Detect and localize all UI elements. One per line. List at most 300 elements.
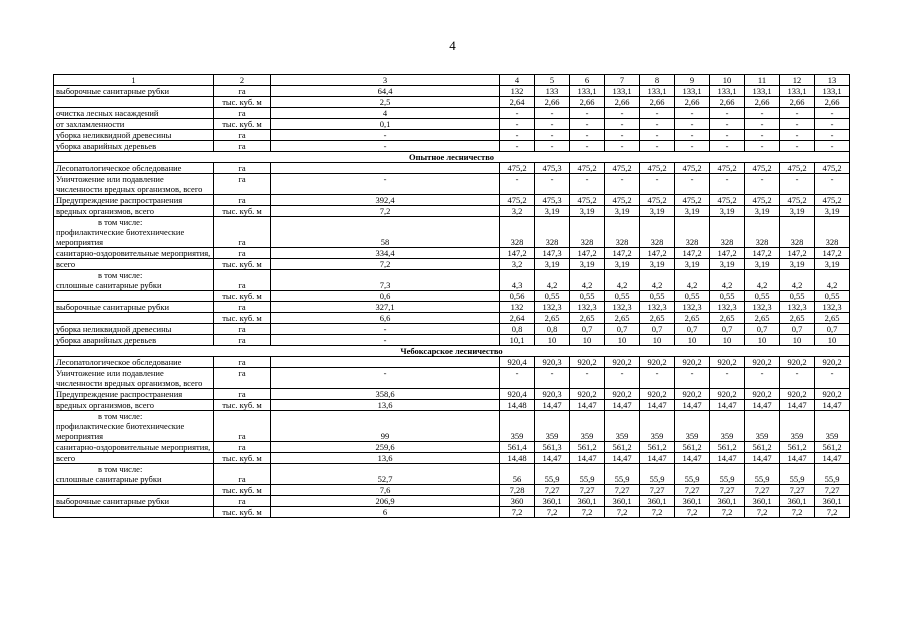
unit-cell: га [214,163,271,174]
value-cell: 3,2 [500,206,535,217]
table-row [54,97,850,108]
value-cell: 920,2 [570,357,605,368]
unit-cell: га [214,86,271,97]
value-cell: 14,47 [780,453,815,464]
value-cell: 0,55 [710,291,745,302]
value-cell: 7,2 [710,507,745,518]
unit-cell: га [214,442,271,453]
value-cell: 14,47 [675,400,710,411]
section-header-row [54,346,850,357]
value-cell: 561,2 [745,442,780,453]
row-label-text: сплошные санитарные рубки [56,474,162,484]
value-cell: 360,1 [710,496,745,507]
value-cell: 132,3 [605,302,640,313]
value-cell: 56 [500,464,535,485]
table-row [54,357,850,368]
row-label [54,411,214,442]
table-row [54,174,850,195]
value-cell: - [535,108,570,119]
value-cell: 7,27 [640,485,675,496]
value-cell: 3,19 [605,206,640,217]
value-cell: 133,1 [605,86,640,97]
value-cell: 920,2 [570,389,605,400]
value-cell: 359 [815,411,850,442]
table-row [54,206,850,217]
value-cell: 147,2 [640,248,675,259]
value-cell: 7,2 [570,507,605,518]
value-cell: 259,6 [271,442,500,453]
value-cell: 14,47 [640,453,675,464]
value-cell: 2,66 [745,97,780,108]
value-cell: 328 [745,217,780,248]
value-cell: 13,6 [271,453,500,464]
value-cell: 2,66 [640,97,675,108]
value-cell: 3,19 [710,259,745,270]
value-cell: 475,3 [535,163,570,174]
value-cell: 132,3 [675,302,710,313]
value-cell: 3,2 [500,259,535,270]
value-cell: - [710,368,745,389]
value-cell: - [745,108,780,119]
value-cell: 147,2 [710,248,745,259]
value-cell: 14,47 [570,453,605,464]
value-cell: 55,9 [605,464,640,485]
value-cell: 328 [780,217,815,248]
value-cell: 133,1 [710,86,745,97]
value-cell: - [710,130,745,141]
value-cell: 360 [500,496,535,507]
value-cell: 7,6 [271,485,500,496]
value-cell: 14,47 [780,400,815,411]
value-cell: - [640,130,675,141]
value-cell: 0,55 [745,291,780,302]
value-cell: 4,2 [710,270,745,291]
value-cell: - [640,141,675,152]
unit-cell: га [214,389,271,400]
value-cell: 0,7 [570,324,605,335]
row-label: выборочные санитарные рубки [54,302,214,313]
value-cell: 920,2 [640,389,675,400]
value-cell: 359 [535,411,570,442]
value-cell: 14,47 [745,453,780,464]
unit-cell: га [214,368,271,389]
value-cell: 132 [500,86,535,97]
value-cell: 2,66 [710,97,745,108]
value-cell: 4,2 [535,270,570,291]
value-cell: - [271,335,500,346]
table-row [54,496,850,507]
table-row [54,313,850,324]
value-cell: 147,2 [605,248,640,259]
value-cell: 147,2 [675,248,710,259]
table-row [54,400,850,411]
value-cell: 0,55 [605,291,640,302]
unit-cell: га [214,174,271,195]
table-row [54,141,850,152]
value-cell: 327,1 [271,302,500,313]
value-cell: 7,28 [500,485,535,496]
value-cell: 920,2 [780,389,815,400]
row-label: Предупреждение распространения [54,195,214,206]
value-cell: 3,19 [675,206,710,217]
value-cell: 3,19 [605,259,640,270]
value-cell: 10 [570,335,605,346]
row-label [54,464,214,485]
value-cell: 2,65 [815,313,850,324]
value-cell: 2,65 [605,313,640,324]
unit-cell: тыс. куб. м [214,291,271,302]
value-cell: 7,2 [535,507,570,518]
table-row [54,411,850,442]
unit-cell: га [214,217,271,248]
value-cell: 0,7 [780,324,815,335]
value-cell: 360,1 [640,496,675,507]
value-cell: - [780,119,815,130]
value-cell: - [780,141,815,152]
value-cell: 7,27 [745,485,780,496]
value-cell: - [271,174,500,195]
value-cell: 2,65 [745,313,780,324]
value-cell: 475,3 [535,195,570,206]
table-row [54,302,850,313]
unit-cell: га [214,248,271,259]
value-cell: 359 [570,411,605,442]
row-label: от захламленности [54,119,214,130]
value-cell: 2,65 [535,313,570,324]
value-cell: 55,9 [745,464,780,485]
column-number-header: 8 [640,75,675,86]
value-cell: 7,2 [675,507,710,518]
value-cell: 4,2 [745,270,780,291]
value-cell: 2,65 [710,313,745,324]
value-cell: 561,2 [710,442,745,453]
value-cell: - [675,174,710,195]
value-cell: - [640,368,675,389]
value-cell: 475,2 [745,195,780,206]
value-cell: 14,47 [815,400,850,411]
value-cell: 0,1 [271,119,500,130]
value-cell: 561,2 [675,442,710,453]
value-cell: 3,19 [535,206,570,217]
value-cell: 14,47 [605,453,640,464]
value-cell: 920,2 [710,357,745,368]
value-cell: 3,19 [570,206,605,217]
header-row [54,75,850,86]
column-number-header: 2 [214,75,271,86]
value-cell: 2,66 [675,97,710,108]
forest-protection-table [53,74,850,518]
value-cell: 55,9 [780,464,815,485]
row-label: всего [54,453,214,464]
value-cell: 920,2 [780,357,815,368]
value-cell: 3,19 [710,206,745,217]
value-cell: 328 [640,217,675,248]
value-cell: 3,19 [780,259,815,270]
value-cell: 359 [640,411,675,442]
value-cell: 14,47 [570,400,605,411]
table-row [54,453,850,464]
row-label [54,485,214,496]
value-cell: 55,9 [535,464,570,485]
value-cell: 3,19 [815,206,850,217]
unit-cell: тыс. куб. м [214,97,271,108]
value-cell: - [710,108,745,119]
row-label: Уничтожение или подавление численности вредных организмов, всего [54,174,214,195]
value-cell: 0,55 [675,291,710,302]
table-row [54,259,850,270]
value-cell: 920,2 [815,389,850,400]
value-cell: 359 [745,411,780,442]
value-cell: - [675,108,710,119]
value-cell: 10 [745,335,780,346]
value-cell: 561,2 [570,442,605,453]
value-cell: - [745,141,780,152]
value-cell: 475,2 [815,163,850,174]
unit-cell: тыс. куб. м [214,206,271,217]
row-label: Предупреждение распространения [54,389,214,400]
value-cell: 920,2 [745,389,780,400]
value-cell: 10 [675,335,710,346]
table-row [54,217,850,248]
table-row [54,507,850,518]
value-cell: 475,2 [500,163,535,174]
section-header-row [54,152,850,163]
value-cell: - [815,119,850,130]
value-cell: - [271,130,500,141]
row-label-prefix: в том числе: [98,217,143,227]
value-cell: 0,55 [535,291,570,302]
unit-cell: га [214,411,271,442]
value-cell: 55,9 [570,464,605,485]
value-cell: - [815,368,850,389]
value-cell: 475,2 [640,195,675,206]
value-cell: - [570,174,605,195]
value-cell: - [500,141,535,152]
value-cell: 328 [710,217,745,248]
value-cell: 475,2 [815,195,850,206]
row-label [54,291,214,302]
unit-cell: га [214,496,271,507]
table-row [54,270,850,291]
value-cell: - [675,368,710,389]
value-cell: - [605,368,640,389]
column-number-header: 11 [745,75,780,86]
value-cell: 132,3 [535,302,570,313]
value-cell: - [710,141,745,152]
value-cell: 920,2 [605,389,640,400]
value-cell: 0,7 [605,324,640,335]
value-cell: - [535,174,570,195]
value-cell: 132,3 [570,302,605,313]
value-cell: 475,2 [710,163,745,174]
value-cell: 55,9 [815,464,850,485]
value-cell: 475,2 [605,195,640,206]
value-cell: 360,1 [675,496,710,507]
value-cell: 0,7 [710,324,745,335]
value-cell: - [745,130,780,141]
value-cell: 133,1 [675,86,710,97]
value-cell: 52,7 [271,464,500,485]
section-title: Чебоксарское лесничество [54,346,850,357]
table-row [54,335,850,346]
value-cell: 0,8 [535,324,570,335]
row-label: вредных организмов, всего [54,206,214,217]
value-cell: 2,65 [780,313,815,324]
value-cell: 475,2 [640,163,675,174]
table-row [54,195,850,206]
table-row [54,368,850,389]
value-cell: 14,47 [710,400,745,411]
value-cell: - [605,174,640,195]
row-label: всего [54,259,214,270]
value-cell: 7,27 [535,485,570,496]
column-number-header: 3 [271,75,500,86]
value-cell: 7,2 [815,507,850,518]
value-cell: 475,2 [780,195,815,206]
row-label: выборочные санитарные рубки [54,86,214,97]
value-cell: 2,66 [535,97,570,108]
column-number-header: 4 [500,75,535,86]
row-label [54,313,214,324]
value-cell: 132 [500,302,535,313]
value-cell: 360,1 [815,496,850,507]
value-cell: 55,9 [675,464,710,485]
row-label: выборочные санитарные рубки [54,496,214,507]
value-cell: - [605,141,640,152]
value-cell: 64,4 [271,86,500,97]
value-cell: 3,19 [640,206,675,217]
value-cell: 0,7 [675,324,710,335]
value-cell: - [570,368,605,389]
value-cell: 920,2 [745,357,780,368]
value-cell: 3,19 [780,206,815,217]
value-cell: 14,48 [500,453,535,464]
unit-cell: га [214,195,271,206]
table-row [54,163,850,174]
value-cell: 561,2 [605,442,640,453]
value-cell: 3,19 [745,206,780,217]
column-number-header: 6 [570,75,605,86]
row-label [54,507,214,518]
value-cell [271,163,500,174]
value-cell: 4,2 [815,270,850,291]
value-cell: 14,47 [535,453,570,464]
value-cell: - [675,119,710,130]
value-cell: 328 [500,217,535,248]
value-cell: 14,47 [640,400,675,411]
value-cell: 7,2 [605,507,640,518]
value-cell: 3,19 [675,259,710,270]
value-cell: 10 [780,335,815,346]
value-cell: 392,4 [271,195,500,206]
value-cell: 4,2 [675,270,710,291]
value-cell: - [500,130,535,141]
value-cell: 7,27 [815,485,850,496]
value-cell: 13,6 [271,400,500,411]
value-cell: 475,2 [570,163,605,174]
value-cell: 3,19 [640,259,675,270]
value-cell: 10 [640,335,675,346]
row-label-text: профилактические биотехнические мероприятия [56,421,185,441]
value-cell: 475,2 [745,163,780,174]
value-cell: 360,1 [535,496,570,507]
unit-cell: га [214,464,271,485]
row-label: уборка аварийных деревьев [54,141,214,152]
value-cell: 920,3 [535,357,570,368]
unit-cell: га [214,141,271,152]
value-cell: 7,2 [640,507,675,518]
value-cell: 14,47 [710,453,745,464]
value-cell: - [500,174,535,195]
value-cell: - [535,130,570,141]
value-cell: - [815,130,850,141]
value-cell: 561,2 [780,442,815,453]
row-label: Лесопатологическое обследование [54,163,214,174]
value-cell: 3,19 [815,259,850,270]
value-cell: 3,19 [570,259,605,270]
value-cell: 475,2 [605,163,640,174]
value-cell: - [605,119,640,130]
unit-cell: тыс. куб. м [214,485,271,496]
value-cell: 0,55 [815,291,850,302]
row-label-text: профилактические биотехнические мероприятия [56,227,185,247]
value-cell: 7,27 [780,485,815,496]
unit-cell: га [214,108,271,119]
value-cell: 561,4 [500,442,535,453]
row-label: уборка аварийных деревьев [54,335,214,346]
value-cell: 55,9 [640,464,675,485]
value-cell: - [605,130,640,141]
value-cell: 360,1 [780,496,815,507]
value-cell: - [535,119,570,130]
value-cell: 7,2 [271,206,500,217]
value-cell: 58 [271,217,500,248]
value-cell: - [815,174,850,195]
row-label: Уничтожение или подавление численности вредных организмов, всего [54,368,214,389]
value-cell: 360,1 [745,496,780,507]
value-cell: - [815,141,850,152]
value-cell: 6 [271,507,500,518]
row-label-text: сплошные санитарные рубки [56,280,162,290]
value-cell: 920,2 [675,357,710,368]
value-cell: 475,2 [570,195,605,206]
value-cell: 7,2 [500,507,535,518]
value-cell: - [570,119,605,130]
value-cell: 475,2 [710,195,745,206]
value-cell: 6,6 [271,313,500,324]
value-cell: 920,2 [815,357,850,368]
value-cell: 147,2 [745,248,780,259]
column-number-header: 9 [675,75,710,86]
value-cell: - [640,174,675,195]
row-label [54,270,214,291]
value-cell: 561,2 [815,442,850,453]
value-cell: 2,64 [500,313,535,324]
value-cell: - [500,119,535,130]
value-cell: 0,7 [745,324,780,335]
value-cell: 55,9 [710,464,745,485]
value-cell: 328 [605,217,640,248]
value-cell: 99 [271,411,500,442]
value-cell: 334,4 [271,248,500,259]
value-cell: 14,47 [605,400,640,411]
value-cell: 920,4 [500,357,535,368]
value-cell: 147,2 [815,248,850,259]
value-cell: 7,3 [271,270,500,291]
row-label: уборка неликвидной древесины [54,324,214,335]
unit-cell: тыс. куб. м [214,453,271,464]
value-cell: 328 [535,217,570,248]
